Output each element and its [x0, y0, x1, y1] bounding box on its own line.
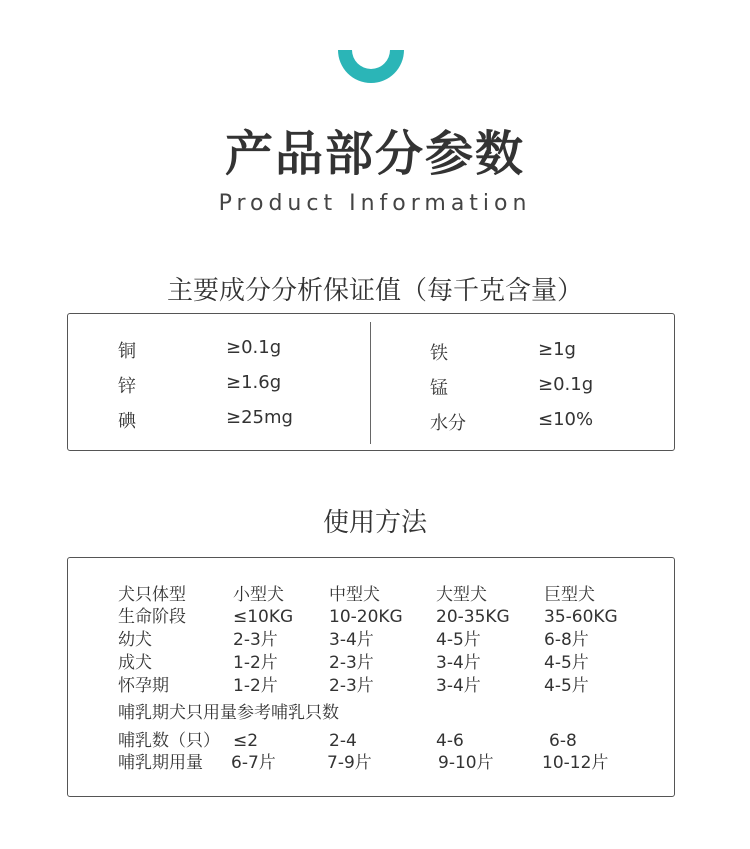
usage-cell: 巨型犬: [544, 585, 595, 605]
usage-cell: 大型犬: [436, 585, 487, 605]
usage-cell: ≤2: [233, 731, 259, 751]
ingredient-name: 铁: [430, 343, 448, 364]
ingredient-name: 锌: [118, 376, 136, 397]
usage-title: 使用方法: [322, 508, 427, 538]
ingredient-name: 铜: [118, 341, 136, 362]
usage-cell: 10-20KG: [329, 607, 403, 627]
usage-cell: 7-9片: [327, 753, 372, 773]
page-subtitle: Product Information: [218, 191, 532, 216]
usage-cell: 犬只体型: [118, 585, 186, 605]
usage-cell: 2-3片: [233, 630, 278, 650]
usage-cell: 6-7片: [231, 753, 276, 773]
ingredient-value: ≥0.1g: [538, 374, 594, 395]
usage-cell: 35-60KG: [544, 607, 618, 627]
usage-cell: 3-4片: [436, 653, 481, 673]
usage-cell: 20-35KG: [436, 607, 510, 627]
usage-cell: 小型犬: [233, 585, 284, 605]
usage-box: [67, 557, 675, 797]
ingredients-box: [67, 313, 675, 451]
usage-cell: 成犬: [118, 653, 152, 673]
decorative-arc-icon: [338, 50, 404, 83]
usage-cell: 4-5片: [436, 630, 481, 650]
usage-cell: 1-2片: [233, 676, 278, 696]
usage-cell: 10-12片: [542, 753, 609, 773]
ingredient-value: ≥1.6g: [226, 372, 282, 393]
usage-cell: 怀孕期: [118, 676, 169, 696]
column-divider: [370, 322, 371, 444]
ingredient-value: ≥1g: [538, 339, 576, 360]
ingredient-value: ≥0.1g: [226, 337, 282, 358]
usage-cell: 6-8片: [544, 630, 589, 650]
usage-cell: 幼犬: [118, 630, 152, 650]
ingredient-value: ≤10%: [538, 409, 594, 430]
ingredient-name: 锰: [430, 378, 448, 399]
page-title: 产品部分参数: [224, 126, 525, 182]
usage-cell: 9-10片: [438, 753, 494, 773]
usage-cell: 1-2片: [233, 653, 278, 673]
ingredients-title: 主要成分分析保证值（每千克含量）: [166, 276, 583, 306]
usage-cell: 3-4片: [329, 630, 374, 650]
usage-cell: 哺乳数（只）: [118, 731, 220, 751]
usage-cell: 6-8: [549, 731, 577, 751]
ingredient-value: ≥25mg: [226, 407, 293, 428]
ingredient-name: 碘: [118, 411, 136, 432]
usage-cell: 生命阶段: [118, 607, 186, 627]
usage-cell: 2-3片: [329, 653, 374, 673]
usage-cell: 2-4: [329, 731, 357, 751]
usage-cell: ≤10KG: [233, 607, 294, 627]
usage-cell: 哺乳期用量: [118, 753, 203, 773]
usage-cell: 4-5片: [544, 653, 589, 673]
usage-cell: 4-6: [436, 731, 464, 751]
usage-cell: 中型犬: [329, 585, 380, 605]
usage-cell: 2-3片: [329, 676, 374, 696]
usage-cell: 4-5片: [544, 676, 589, 696]
usage-cell: 3-4片: [436, 676, 481, 696]
nursing-note: 哺乳期犬只用量参考哺乳只数: [118, 703, 339, 723]
ingredient-name: 水分: [430, 413, 466, 434]
